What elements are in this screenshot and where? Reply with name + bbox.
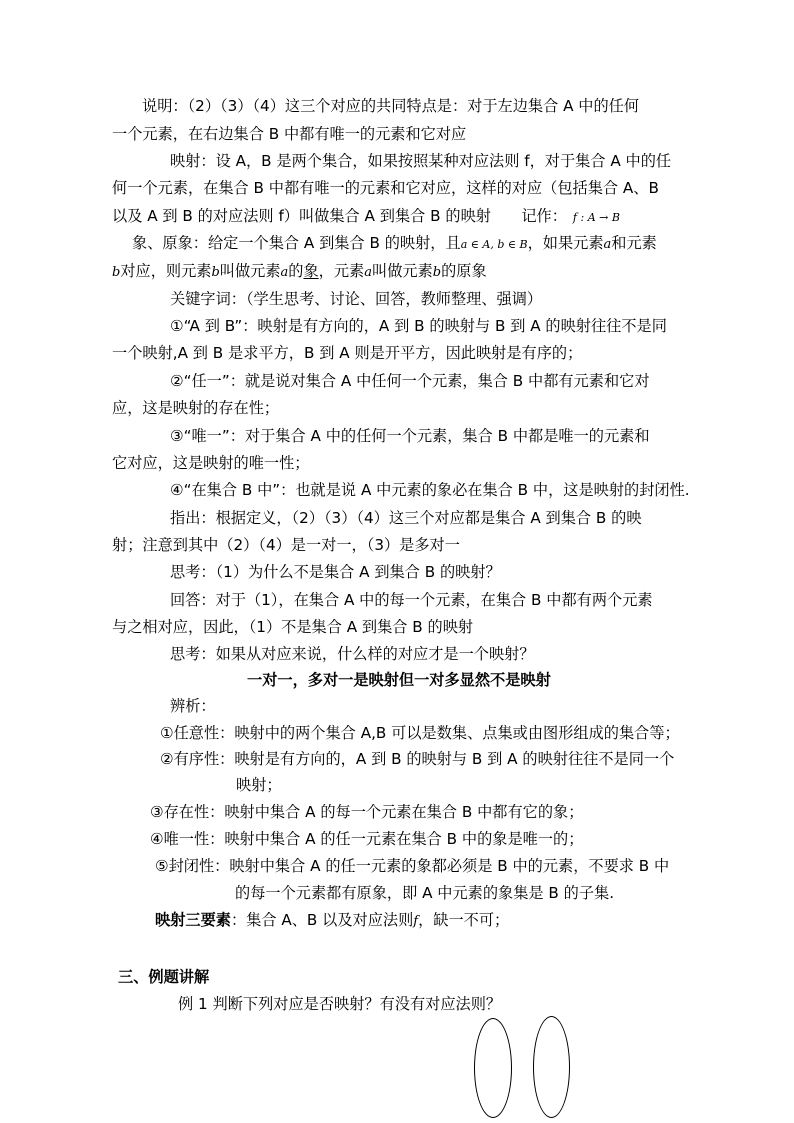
text-line: ③“唯一”：对于集合 A 中的任何一个元素，集合 B 中都是唯一的元素和 — [170, 427, 650, 445]
math-variable: a — [603, 237, 612, 252]
text-segment: 的 — [288, 262, 304, 280]
text-segment: ，元素 — [318, 262, 365, 280]
section-heading: 三、例题讲解 — [118, 968, 210, 986]
text-line: ②“任一”：就是说对集合 A 中任何一个元素，集合 B 中都有元素和它对 — [170, 372, 650, 390]
bold-term: 映射三要素 — [155, 911, 231, 929]
set-b-ellipse — [533, 1016, 570, 1118]
text-line: 一个元素，在右边集合 B 中都有唯一的元素和它对应 — [112, 125, 467, 143]
keywords-heading: 关键字词：（学生思考、讨论、回答，教师整理、强调） — [170, 290, 543, 308]
math-variable: a — [280, 265, 289, 280]
math-notation: f : A → B — [572, 211, 620, 224]
math-notation: a ∈ A, b ∈ B — [460, 238, 528, 251]
text-line: ④唯一性：映射中集合 A 的任一元素在集合 B 中的象是唯一的； — [150, 830, 584, 848]
text-segment: 和元素 — [611, 234, 657, 252]
text-line: 应，这是映射的存在性； — [112, 399, 280, 417]
text-line: ④“在集合 B 中”：也就是说 A 中元素的象必在集合 B 中，这是映射的封闭性. — [170, 481, 690, 499]
text-segment: 的原象 — [441, 262, 487, 280]
text-line: 一个映射,A 到 B 是求平方，B 到 A 则是开平方，因此映射是有序的； — [112, 344, 583, 362]
text-line: ①任意性：映射中的两个集合 A,B 可以是数集、点集或由图形组成的集合等； — [160, 724, 680, 742]
analysis-heading: 辨析： — [170, 697, 216, 715]
text-line — [112, 261, 487, 283]
three-elements-line — [155, 910, 509, 932]
text-line: 与之相对应，因此，（1）不是集合 A 到集合 B 的映射 — [112, 618, 474, 636]
text-segment: 叫做元素 — [372, 262, 433, 280]
text-segment: 象、原象：给定一个集合 A 到集合 B 的映射，且 — [132, 234, 461, 252]
math-variable: b — [432, 265, 442, 280]
text-segment: ：集合 A、B 以及对应法则 — [230, 911, 414, 929]
math-variable: b — [112, 265, 121, 280]
text-line: ⑤封闭性：映射中集合 A 的任一元素的象都必须是 B 中的元素，不要求 B 中 — [155, 857, 670, 875]
text-line: ③存在性：映射中集合 A 的每一个元素在集合 B 中都有它的象； — [150, 803, 584, 821]
text-line: 的每一个元素都有原象，即 A 中元素的象集是 B 的子集. — [235, 884, 615, 902]
text-line: 思考：（1）为什么不是集合 A 到集合 B 的映射？ — [170, 563, 501, 581]
image-preimage-definition — [132, 233, 657, 255]
text-segment: ，如果元素 — [527, 234, 604, 252]
math-variable: b — [211, 265, 220, 280]
mapping-definition: 映射：设 A，B 是两个集合，如果按照某种对应法则 f，对于集合 A 中的任 — [170, 152, 672, 170]
text-segment: 叫做元素 — [219, 262, 281, 280]
text-line: 映射； — [236, 776, 282, 794]
text-line: 思考：如果从对应来说，什么样的对应才是一个映射？ — [170, 645, 535, 663]
math-variable: a — [364, 265, 372, 280]
example-title: 例 1 判断下列对应是否映射？有没有对应法则？ — [178, 995, 502, 1013]
text-line: 何一个元素，在集合 B 中都有唯一的元素和它对应，这样的对应（包括集合 A、B — [112, 179, 659, 197]
set-a-ellipse — [474, 1018, 512, 1118]
text-line: ②有序性：映射是有方向的，A 到 B 的映射与 B 到 A 的映射往往不是同一个 — [160, 750, 675, 768]
text-line: 它对应，这是映射的唯一性； — [112, 454, 310, 472]
underlined-term: 象 — [303, 262, 319, 280]
bold-conclusion: 一对一，多对一是映射但一对多显然不是映射 — [247, 671, 551, 689]
text-line: ①“A 到 B”：映射是有方向的，A 到 B 的映射与 B 到 A 的映射往往不是同 — [170, 317, 667, 335]
math-variable: f — [413, 914, 419, 929]
text-segment: 对应，则元素 — [120, 262, 212, 280]
text-segment: ，缺一不可； — [418, 911, 510, 929]
text-line: 回答：对于（1），在集合 A 中的每一个元素，在集合 B 中都有两个元素 — [170, 591, 653, 609]
text-line — [112, 206, 620, 228]
text-segment: 以及 A 到 B 的对应法则 f）叫做集合 A 到集合 B 的映射 记作： — [112, 207, 567, 225]
text-line: 说明：（2）（3）（4）这三个对应的共同特点是：对于左边集合 A 中的任何 — [142, 97, 640, 115]
text-line: 指出：根据定义，（2）（3）（4）这三个对应都是集合 A 到集合 B 的映 — [170, 509, 642, 527]
text-line: 射；注意到其中（2）（4）是一对一，（3）是多对一 — [112, 536, 460, 554]
